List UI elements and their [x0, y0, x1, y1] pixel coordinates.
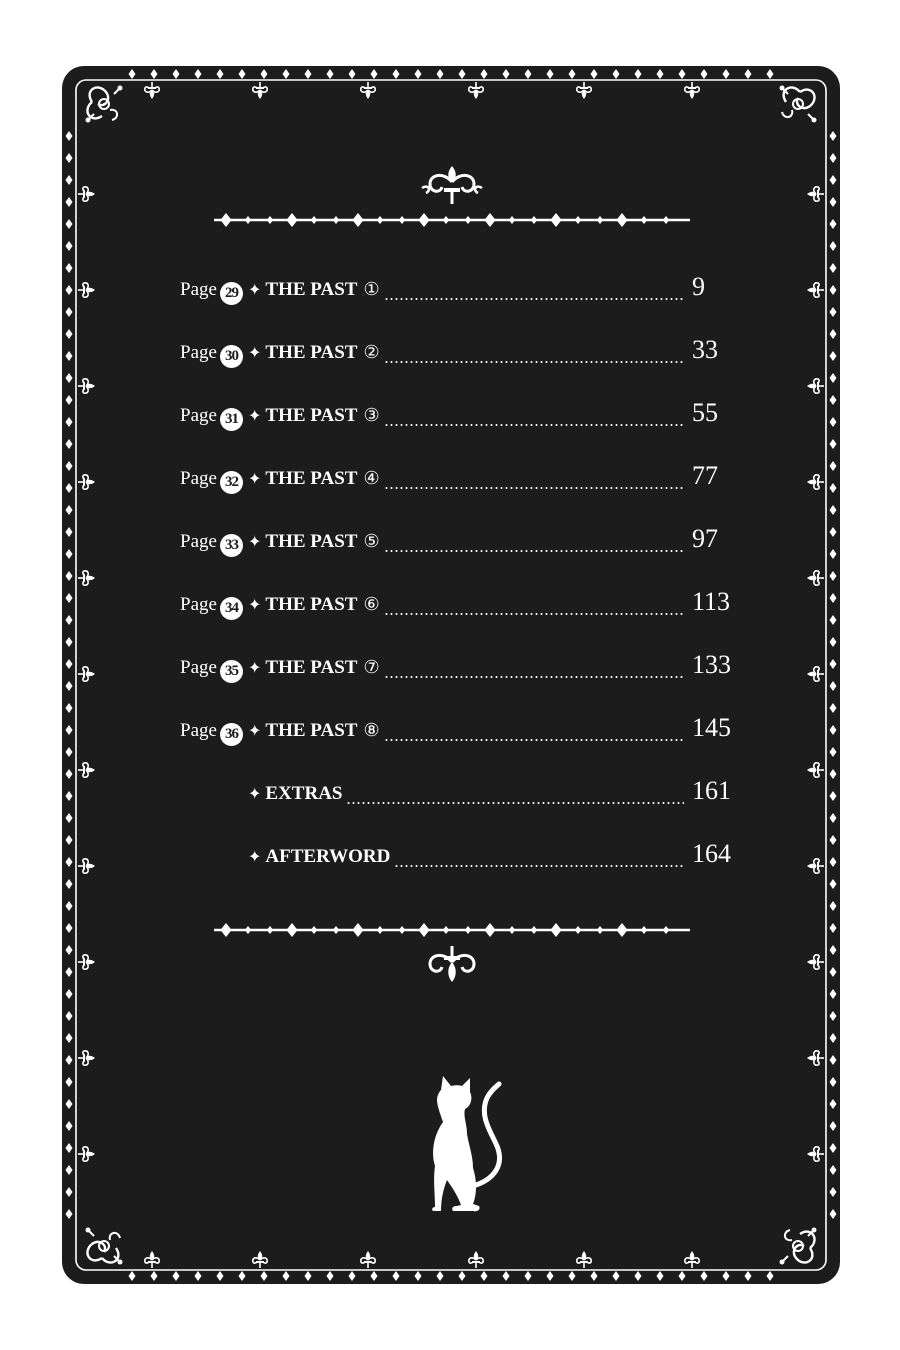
- page-number: 55: [692, 398, 718, 427]
- page-label: Page: [180, 720, 217, 741]
- page-number: 164: [692, 839, 731, 868]
- dot-leader: [384, 298, 684, 300]
- toc-entry[interactable]: [180, 650, 740, 686]
- chapter-number-badge: 33: [220, 534, 243, 557]
- chapter-number-badge: 34: [220, 597, 243, 620]
- toc-entry[interactable]: [180, 398, 740, 434]
- dot-leader: [384, 424, 684, 426]
- part-number: ④: [363, 468, 380, 489]
- star-bullet-icon: ✦: [248, 469, 262, 488]
- page-label: Page: [180, 531, 217, 552]
- page-label: Page: [180, 342, 217, 363]
- dot-leader: [384, 676, 684, 678]
- star-bullet-icon: ✦: [248, 658, 262, 677]
- part-number: ③: [363, 405, 380, 426]
- part-number: ⑧: [363, 720, 380, 741]
- part-number: ①: [363, 279, 380, 300]
- page-number: 133: [692, 650, 731, 679]
- chapter-title: THE PAST: [265, 657, 358, 678]
- dot-leader: [384, 487, 684, 489]
- cat-silhouette-icon: [407, 1076, 517, 1221]
- dot-leader: [384, 361, 684, 363]
- chapter-number-badge: 29: [220, 282, 243, 305]
- page-label: Page: [180, 279, 217, 300]
- chapter-number-badge: 35: [220, 660, 243, 683]
- chapter-title: THE PAST: [265, 405, 358, 426]
- part-number: ②: [363, 342, 380, 363]
- page-number: 145: [692, 713, 731, 742]
- page-label: Page: [180, 657, 217, 678]
- page-number: 97: [692, 524, 718, 553]
- dot-leader: [384, 739, 684, 741]
- dot-leader: [384, 550, 684, 552]
- chapter-number-badge: 32: [220, 471, 243, 494]
- part-number: ⑤: [363, 531, 380, 552]
- page-label: Page: [180, 468, 217, 489]
- chapter-title: THE PAST: [265, 531, 358, 552]
- star-bullet-icon: ✦: [248, 784, 262, 803]
- star-bullet-icon: ✦: [248, 406, 262, 425]
- toc-entry[interactable]: [180, 524, 740, 560]
- star-bullet-icon: ✦: [248, 721, 262, 740]
- chapter-title: THE PAST: [265, 594, 358, 615]
- toc-entry[interactable]: [180, 713, 740, 749]
- page-number: 77: [692, 461, 718, 490]
- page-number: 33: [692, 335, 718, 364]
- chapter-title: THE PAST: [265, 720, 358, 741]
- chapter-number-badge: 36: [220, 723, 243, 746]
- dot-leader: [346, 802, 684, 804]
- toc-entry[interactable]: [180, 461, 740, 497]
- table-of-contents-page: [62, 66, 840, 1284]
- chapter-title: THE PAST: [265, 342, 358, 363]
- star-bullet-icon: ✦: [248, 343, 262, 362]
- star-bullet-icon: ✦: [248, 280, 262, 299]
- toc-entry-afterword[interactable]: [180, 839, 740, 875]
- dot-leader: [384, 613, 684, 615]
- page-number: 113: [692, 587, 731, 616]
- star-bullet-icon: ✦: [248, 847, 262, 866]
- part-number: ⑥: [363, 594, 380, 615]
- chapter-title: THE PAST: [265, 279, 358, 300]
- chapter-title: THE PAST: [265, 468, 358, 489]
- toc-entry-extras[interactable]: [180, 776, 740, 812]
- section-title: EXTRAS: [265, 783, 343, 804]
- page-number: 161: [692, 776, 731, 805]
- toc-entry[interactable]: [180, 272, 740, 308]
- toc-entry[interactable]: [180, 587, 740, 623]
- page-label: Page: [180, 405, 217, 426]
- section-title: AFTERWORD: [265, 846, 391, 867]
- page-label: Page: [180, 594, 217, 615]
- toc-entry[interactable]: [180, 335, 740, 371]
- part-number: ⑦: [363, 657, 380, 678]
- star-bullet-icon: ✦: [248, 532, 262, 551]
- dot-leader: [394, 865, 684, 867]
- star-bullet-icon: ✦: [248, 595, 262, 614]
- page-number: 9: [692, 272, 705, 301]
- chapter-number-badge: 31: [220, 408, 243, 431]
- chapter-number-badge: 30: [220, 345, 243, 368]
